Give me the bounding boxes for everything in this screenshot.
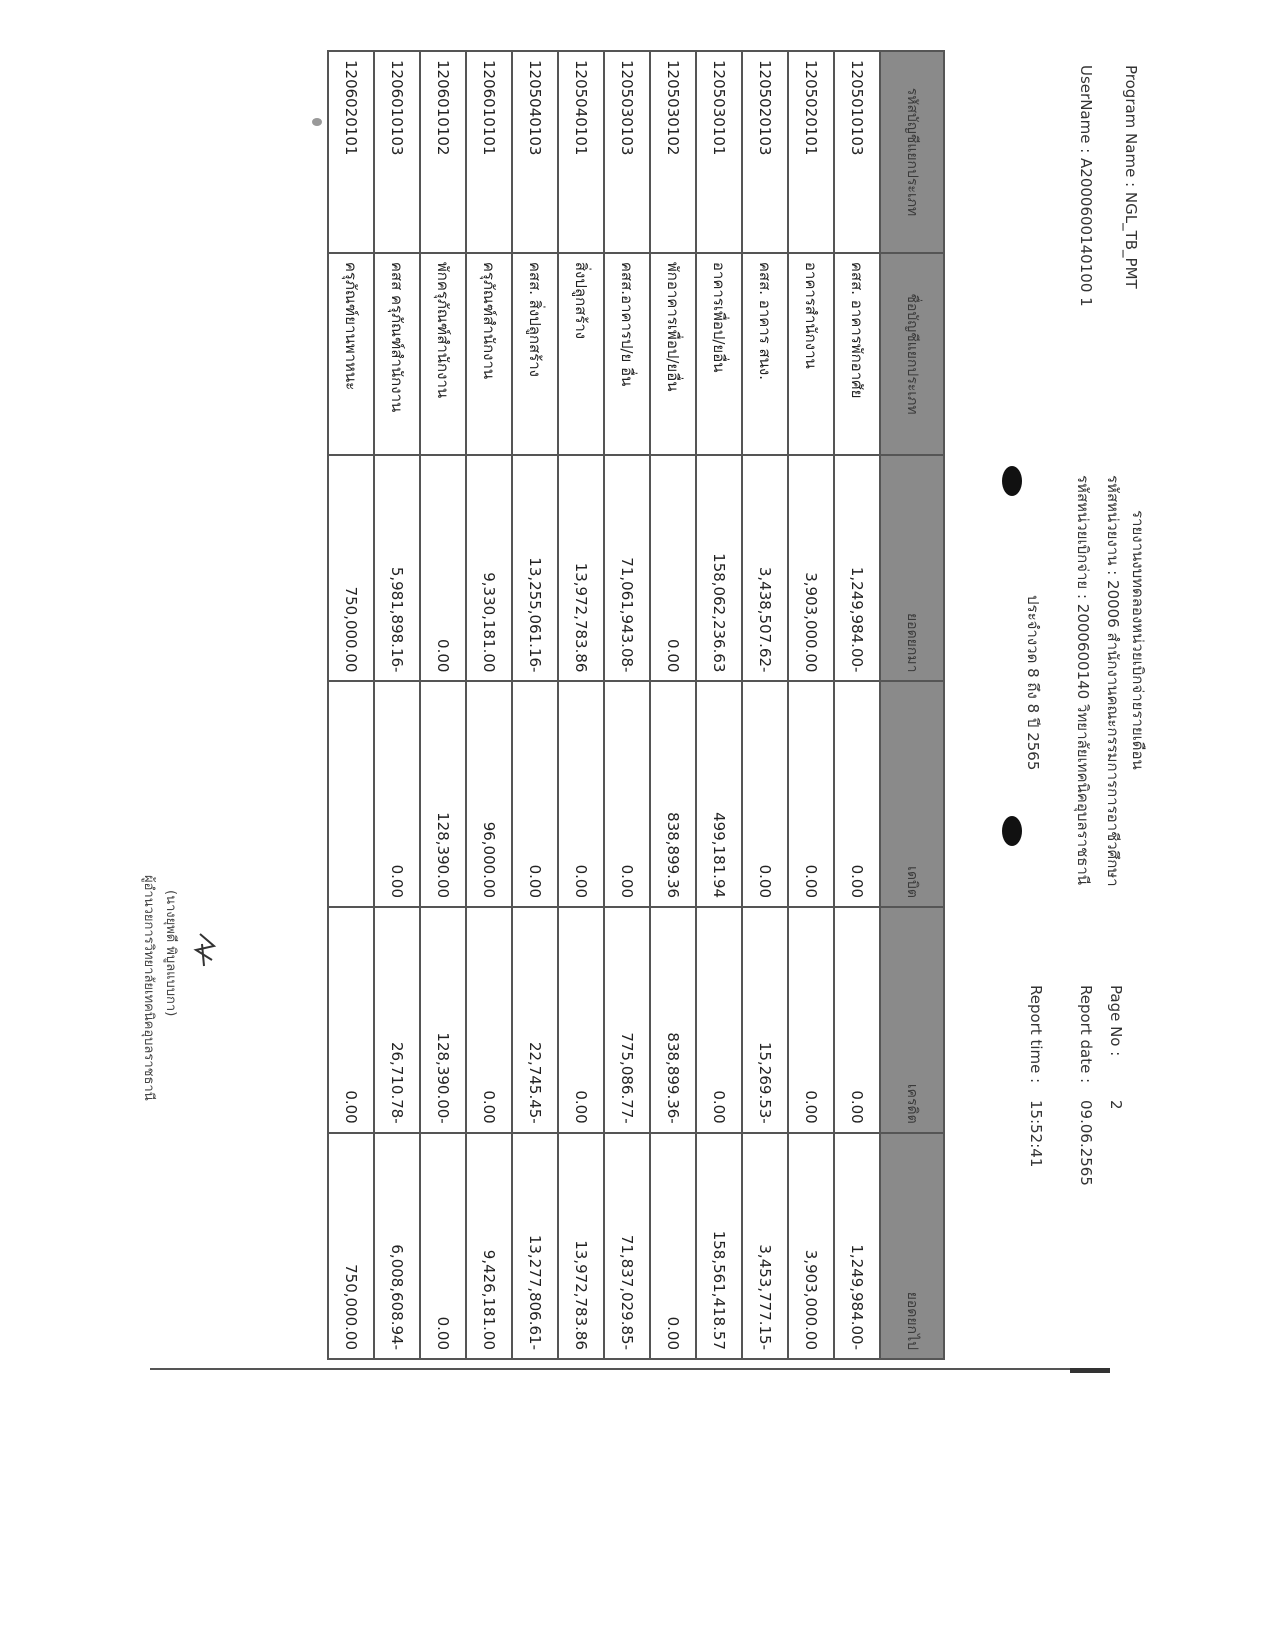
col-credit: เครดิต [880,907,944,1133]
table-row [328,51,374,1359]
debit: 499,181.94 [696,681,742,907]
account-code: 1206010101 [466,51,512,253]
signer-name: (นางยุพดี พิบูลแบบกา) [163,890,178,1017]
debit: 0.00 [604,681,650,907]
table-row [604,51,650,1359]
brought-forward: 9,330,181.00 [466,455,512,681]
col-brought-forward: ยอดยกมา [880,455,944,681]
account-name: อาคารเพื่อป/ยอื่น [696,253,742,455]
table-row [420,51,466,1359]
account-code: 1206010102 [420,51,466,253]
carried-forward: 71,837,029.85- [604,1133,650,1359]
account-code: 1205010103 [834,51,880,253]
carried-forward: 9,426,181.00 [466,1133,512,1359]
account-code: 1205040101 [558,51,604,253]
report-time: 15:52:41 [1027,1100,1045,1168]
col-account-code: รหัสบัญชีแยกประเภท [880,51,944,253]
brought-forward: 1,249,984.00- [834,455,880,681]
report-time-label: Report time : [1027,985,1045,1084]
carried-forward: 750,000.00 [328,1133,374,1359]
report-date-label: Report date : [1077,985,1095,1084]
credit: 775,086.77- [604,907,650,1133]
account-name: อาคารสำนักงาน [788,253,834,455]
debit: 0.00 [834,681,880,907]
account-name: พักอาคารเพื่อป/ยอื่น [650,253,696,455]
debit [328,681,374,907]
carried-forward: 6,008,608.94- [374,1133,420,1359]
debit: 0.00 [374,681,420,907]
brought-forward: 13,255,061.16- [512,455,558,681]
account-code: 1205040103 [512,51,558,253]
credit: 0.00 [466,907,512,1133]
table-header-row [880,51,944,1359]
debit: 0.00 [742,681,788,907]
brought-forward: 3,438,507.62- [742,455,788,681]
debit: 0.00 [788,681,834,907]
account-code: 1205020103 [742,51,788,253]
disburse-unit-line: รหัสหน่วยเบิกจ่าย : 2000600140 วิทยาลัยเทคนิคอุบลราชธานี [1074,475,1092,886]
agency-line: รหัสหน่วยงาน : 20006 สำนักงานคณะกรรมการการอาชีวศึกษา [1104,475,1122,887]
credit: 0.00 [696,907,742,1133]
account-name: คสส. อาคาร สนง. [742,253,788,455]
col-account-name: ชื่อบัญชีแยกประเภท [880,253,944,455]
account-code: 1205030103 [604,51,650,253]
account-name: ครุภัณฑ์สำนักงาน [466,253,512,455]
account-code: 1205030102 [650,51,696,253]
debit: 128,390.00 [420,681,466,907]
table-row [650,51,696,1359]
debit: 96,000.00 [466,681,512,907]
table-row [466,51,512,1359]
credit: 0.00 [328,907,374,1133]
table-row [374,51,420,1359]
carried-forward: 13,277,806.61- [512,1133,558,1359]
report-date: 09.06.2565 [1077,1100,1095,1186]
brought-forward: 0.00 [650,455,696,681]
brought-forward: 5,981,898.16- [374,455,420,681]
scan-edge-line [150,1368,1110,1370]
col-carried-forward: ยอดยกไป [880,1133,944,1359]
carried-forward: 1,249,984.00- [834,1133,880,1359]
debit: 0.00 [558,681,604,907]
trial-balance-table [327,50,945,1360]
brought-forward: 71,061,943.08- [604,455,650,681]
account-name: พักครุภัณฑ์สำนักงาน [420,253,466,455]
account-code: 1205020101 [788,51,834,253]
table-row [512,51,558,1359]
debit: 0.00 [512,681,558,907]
credit: 22,745.45- [512,907,558,1133]
page-number: 2 [1107,1100,1125,1110]
account-name: ครุภัณฑ์ยานพาหนะ [328,253,374,455]
credit: 0.00 [834,907,880,1133]
account-code: 1205030101 [696,51,742,253]
credit: 838,899.36- [650,907,696,1133]
account-name: คสส. อาคารพักอาศัย [834,253,880,455]
carried-forward: 0.00 [650,1133,696,1359]
credit: 15,269.53- [742,907,788,1133]
brought-forward: 13,972,783.86 [558,455,604,681]
brought-forward: 158,062,236.63 [696,455,742,681]
credit: 26,710.78- [374,907,420,1133]
credit: 0.00 [788,907,834,1133]
account-code: 1206020101 [328,51,374,253]
account-name: คสส.อาคารป/ย อื่น [604,253,650,455]
program-name: Program Name : NGL_TB_PMT [1122,65,1140,289]
debit: 838,899.36 [650,681,696,907]
scan-edge-mark [1070,1368,1110,1373]
user-name: UserName : A2000600140100 1 [1077,65,1095,307]
report-title: รายงานงบทดลองหน่วยเบิกจ่ายรายเดือน [1129,510,1147,770]
period-line: ประจำงวด 8 ถึง 8 ปี 2565 [1024,595,1042,771]
rotated-report-page [130,30,1150,1360]
account-name: คสส ครุภัณฑ์สำนักงาน [374,253,420,455]
page-label: Page No : [1107,985,1125,1057]
carried-forward: 3,903,000.00 [788,1133,834,1359]
col-debit: เดบิต [880,681,944,907]
brought-forward: 750,000.00 [328,455,374,681]
table-row [834,51,880,1359]
carried-forward: 158,561,418.57 [696,1133,742,1359]
carried-forward: 3,453,777.15- [742,1133,788,1359]
credit: 0.00 [558,907,604,1133]
account-name: คสส. สิ่งปลูกสร้าง [512,253,558,455]
carried-forward: 13,972,783.86 [558,1133,604,1359]
table-row [696,51,742,1359]
table-row [742,51,788,1359]
carried-forward: 0.00 [420,1133,466,1359]
credit: 128,390.00- [420,907,466,1133]
signer-position: ผู้อำนวยการวิทยาลัยเทคนิคอุบลราชธานี [141,875,156,1101]
account-name: สิ่งปลูกสร้าง [558,253,604,455]
table-row [788,51,834,1359]
brought-forward: 0.00 [420,455,466,681]
account-code: 1206010103 [374,51,420,253]
table-row [558,51,604,1359]
brought-forward: 3,903,000.00 [788,455,834,681]
signature-scribble [190,930,220,970]
